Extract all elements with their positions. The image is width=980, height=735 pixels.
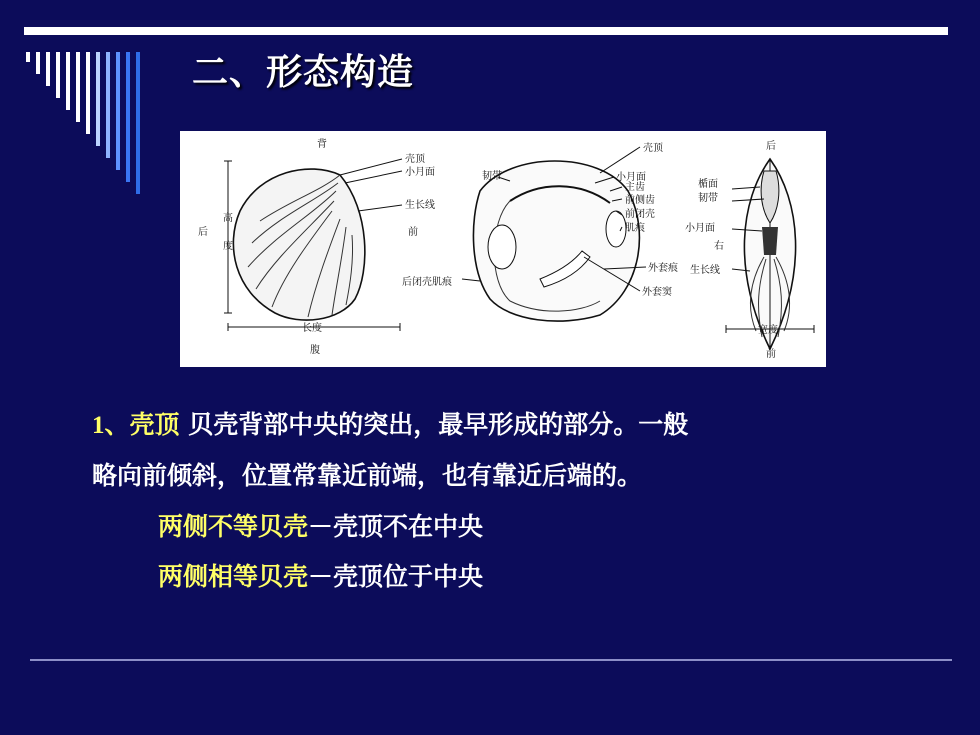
label-posterior-right: 后 xyxy=(766,141,776,152)
label-height-a: 高 xyxy=(223,213,233,224)
label-umbo-middle: 壳顶 xyxy=(643,143,663,154)
label-anterior-right: 前 xyxy=(766,349,776,360)
middle-shell-view xyxy=(402,141,678,321)
label-lateral: 前侧齿 xyxy=(625,195,655,206)
left-shell-view xyxy=(198,137,435,356)
label-dorsal: 背 xyxy=(317,139,327,150)
label-pallial-line: 外套痕 xyxy=(648,263,678,274)
label-lunule-right: 小月面 xyxy=(685,223,715,234)
label-growth-left: 生长线 xyxy=(405,200,435,211)
label-pallial-sinus: 外套窦 xyxy=(642,287,672,298)
paragraph-text-1: 贝壳背部中央的突出，最早形成的部分。一般 xyxy=(179,410,689,439)
label-post-adductor: 后闭壳肌痕 xyxy=(402,277,452,288)
label-ligament-middle: 韧带 xyxy=(482,171,502,182)
label-width: 宽度 xyxy=(758,325,778,336)
slide-title: 二、形态构造 xyxy=(192,52,415,93)
label-escutcheon: 楯面 xyxy=(698,179,718,190)
text-equal: －壳顶位于中央 xyxy=(308,562,484,591)
label-cardinal: 主齿 xyxy=(625,182,645,193)
paragraph-text-2: 略向前倾斜，位置常靠近前端，也有靠近后端的。 xyxy=(92,461,643,490)
label-lunule-middle: 小月面 xyxy=(616,172,646,183)
text-unequal: －壳顶不在中央 xyxy=(308,512,484,541)
label-ventral: 腹 xyxy=(310,345,320,356)
bullet-equal xyxy=(158,564,958,590)
label-ligament-right: 韧带 xyxy=(698,193,718,204)
bottom-rule xyxy=(30,659,952,661)
top-rule xyxy=(24,27,948,35)
label-right: 右 xyxy=(714,241,724,252)
label-growth-right: 生长线 xyxy=(690,265,720,276)
paragraph-line-2 xyxy=(92,463,892,489)
right-shell-view xyxy=(685,139,814,360)
label-adductor-a: 前闭壳 xyxy=(625,209,655,220)
term-unequal: 两侧不等贝壳 xyxy=(158,512,309,541)
shell-diagram xyxy=(180,131,826,367)
bullet-unequal xyxy=(158,514,958,540)
term-equal: 两侧相等贝壳 xyxy=(158,562,309,591)
label-height-b: 度 xyxy=(223,241,233,252)
label-umbo-left: 壳顶 xyxy=(405,154,425,165)
decorative-bars xyxy=(24,46,164,196)
label-lunule-left: 小月面 xyxy=(405,167,435,178)
label-anterior-left: 前 xyxy=(408,227,418,238)
term-umbo: 壳顶 xyxy=(129,410,180,439)
label-adductor-b: 肌痕 xyxy=(625,223,645,234)
paragraph-line-1 xyxy=(92,412,892,439)
label-length: 长度 xyxy=(302,323,322,334)
label-posterior-left: 后 xyxy=(198,227,208,238)
item-number: 1、 xyxy=(92,412,130,439)
